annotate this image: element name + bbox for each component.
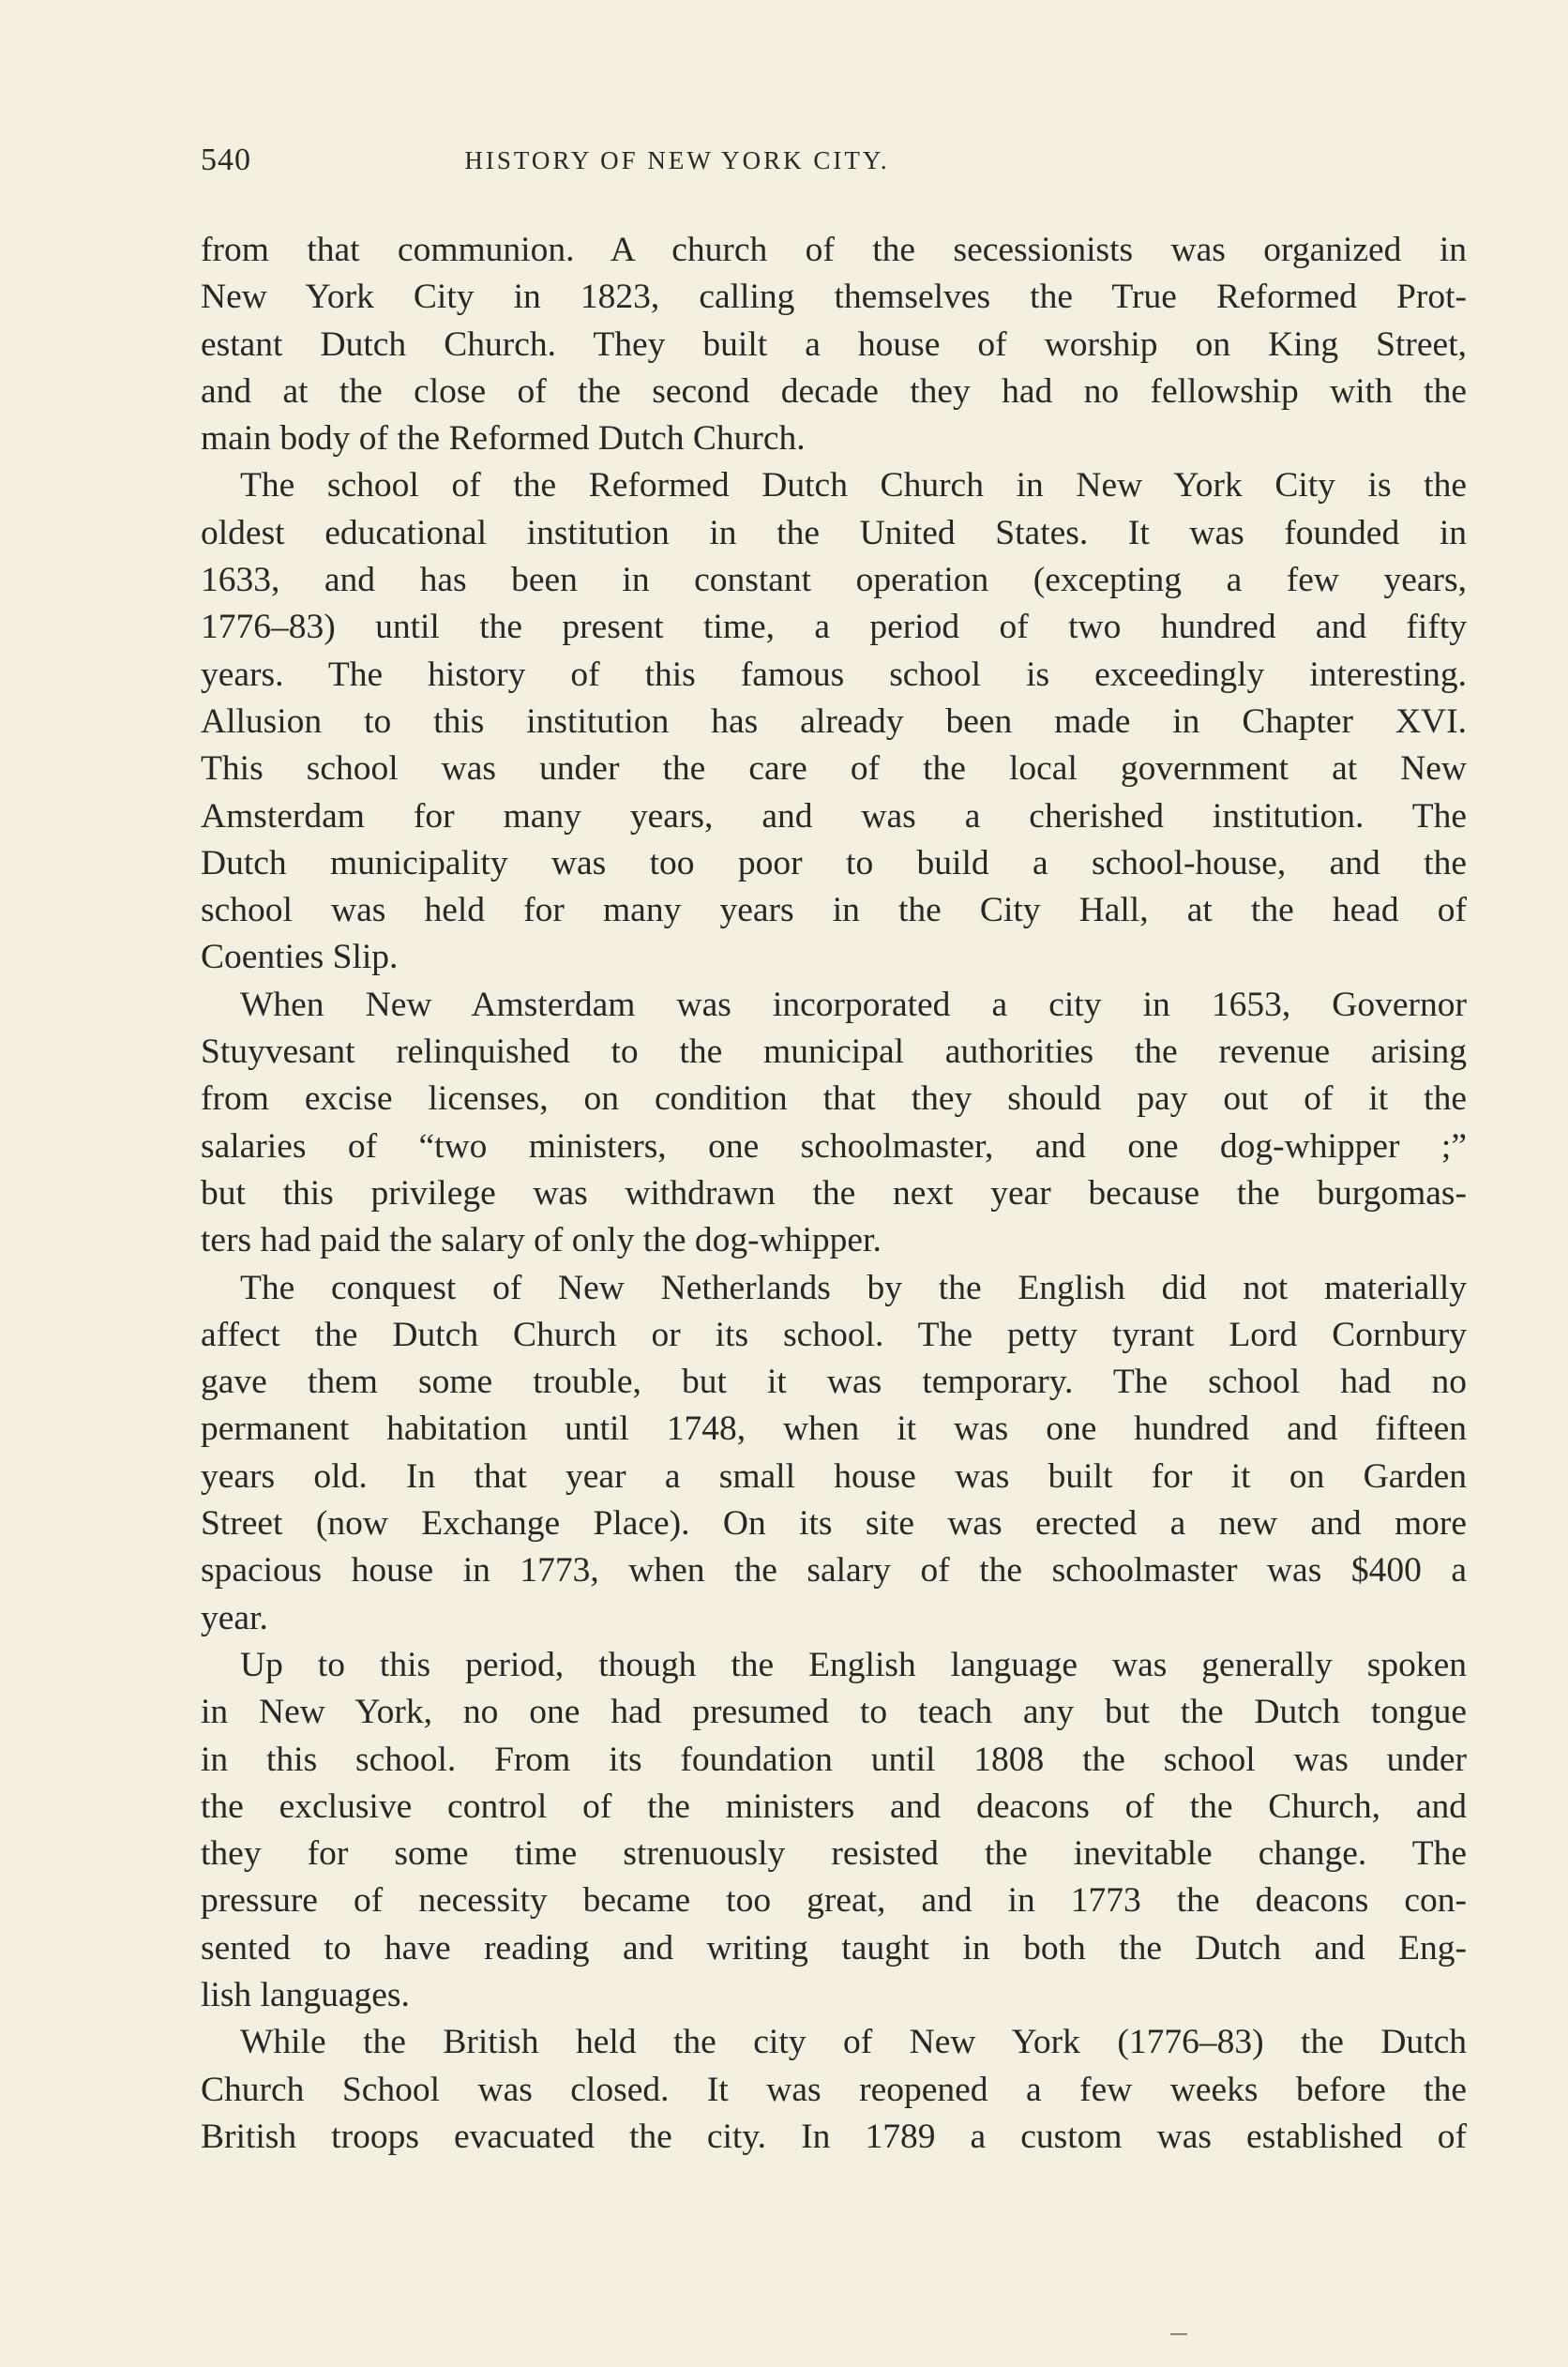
text-line: The school of the Reformed Dutch Church in New York City is the <box>240 466 1467 505</box>
page-number: 540 <box>201 143 251 177</box>
text-line: oldest educational institution in the United States. It was founded in <box>201 513 1467 552</box>
text-line: 1776–83) until the present time, a period of two hundred and fifty <box>201 608 1467 647</box>
text-line: the exclusive control of the ministers and deacons of the Church, and <box>201 1787 1467 1826</box>
text-line: Up to this period, though the English language was generally spoken <box>240 1645 1467 1684</box>
page-header <box>201 143 1116 186</box>
text-line: While the British held the city of New York (1776–83) the Dutch <box>240 2023 1467 2062</box>
text-line: Dutch municipality was too poor to build a school-house, and the <box>201 843 1467 882</box>
text-line: in this school. From its foundation until 1808 the school was under <box>201 1740 1467 1779</box>
text-line: New York City in 1823, calling themselves the True Reformed Prot- <box>201 278 1467 317</box>
text-line: Coenties Slip. <box>201 938 399 977</box>
text-line: they for some time strenuously resisted the inevitable change. The <box>201 1834 1467 1874</box>
text-line: main body of the Reformed Dutch Church. <box>201 419 806 459</box>
text-line: Amsterdam for many years, and was a cherished institution. The <box>201 796 1467 836</box>
text-line: The conquest of New Netherlands by the English did not materially <box>240 1268 1467 1307</box>
text-line: Allusion to this institution has already been made in Chapter XVI. <box>201 701 1467 741</box>
text-line: from excise licenses, on condition that they should pay out of it the <box>201 1079 1467 1119</box>
text-line: from that communion. A church of the secessionists was organized in <box>201 231 1467 269</box>
text-line: lish languages. <box>201 1975 410 2014</box>
text-line: permanent habitation until 1748, when it was one hundred and fifteen <box>201 1410 1467 1449</box>
text-line: years old. In that year a small house was built for it on Garden <box>201 1456 1467 1496</box>
text-line: gave them some trouble, but it was temporary. The school had no <box>201 1363 1467 1402</box>
text-line: Stuyvesant relinquished to the municipal authorities the revenue arising <box>201 1033 1467 1072</box>
text-line: ters had paid the salary of only the dog-whipper. <box>201 1221 882 1260</box>
text-line: salaries of “two ministers, one schoolmaster, and one dog-whipper ;” <box>201 1126 1467 1166</box>
text-line: affect the Dutch Church or its school. The petty tyrant Lord Cornbury <box>201 1315 1467 1354</box>
text-line: 1633, and has been in constant operation (excepting a few years, <box>201 561 1467 600</box>
text-line: in New York, no one had presumed to teach any but the Dutch tongue <box>201 1693 1467 1732</box>
text-line: estant Dutch Church. They built a house of worship on King Street, <box>201 324 1467 364</box>
margin-mark <box>1170 2333 1187 2335</box>
text-line: sented to have reading and writing taught in both the Dutch and Eng- <box>201 1928 1467 1967</box>
text-line: but this privilege was withdrawn the next year because the burgomas- <box>201 1173 1467 1213</box>
text-line: and at the close of the second decade they had no fellowship with the <box>201 371 1467 411</box>
text-line: pressure of necessity became too great, and in 1773 the deacons con- <box>201 1881 1467 1921</box>
text-line: Street (now Exchange Place). On its site was erected a new and more <box>201 1504 1467 1544</box>
text-line: Church School was closed. It was reopened a few weeks before the <box>201 2070 1467 2109</box>
text-line: British troops evacuated the city. In 1789 a custom was established of <box>201 2117 1467 2156</box>
body-text <box>201 227 1467 2161</box>
text-line: school was held for many years in the City Hall, at the head of <box>201 891 1467 930</box>
text-line: When New Amsterdam was incorporated a city in 1653, Governor <box>240 985 1467 1024</box>
running-title: HISTORY OF NEW YORK CITY. <box>464 146 890 174</box>
text-line: spacious house in 1773, when the salary of the schoolmaster was $400 a <box>201 1551 1467 1591</box>
text-line: This school was under the care of the local government at New <box>201 749 1467 789</box>
text-line: year. <box>201 1598 268 1637</box>
text-line: years. The history of this famous school is exceedingly interesting. <box>201 655 1467 694</box>
